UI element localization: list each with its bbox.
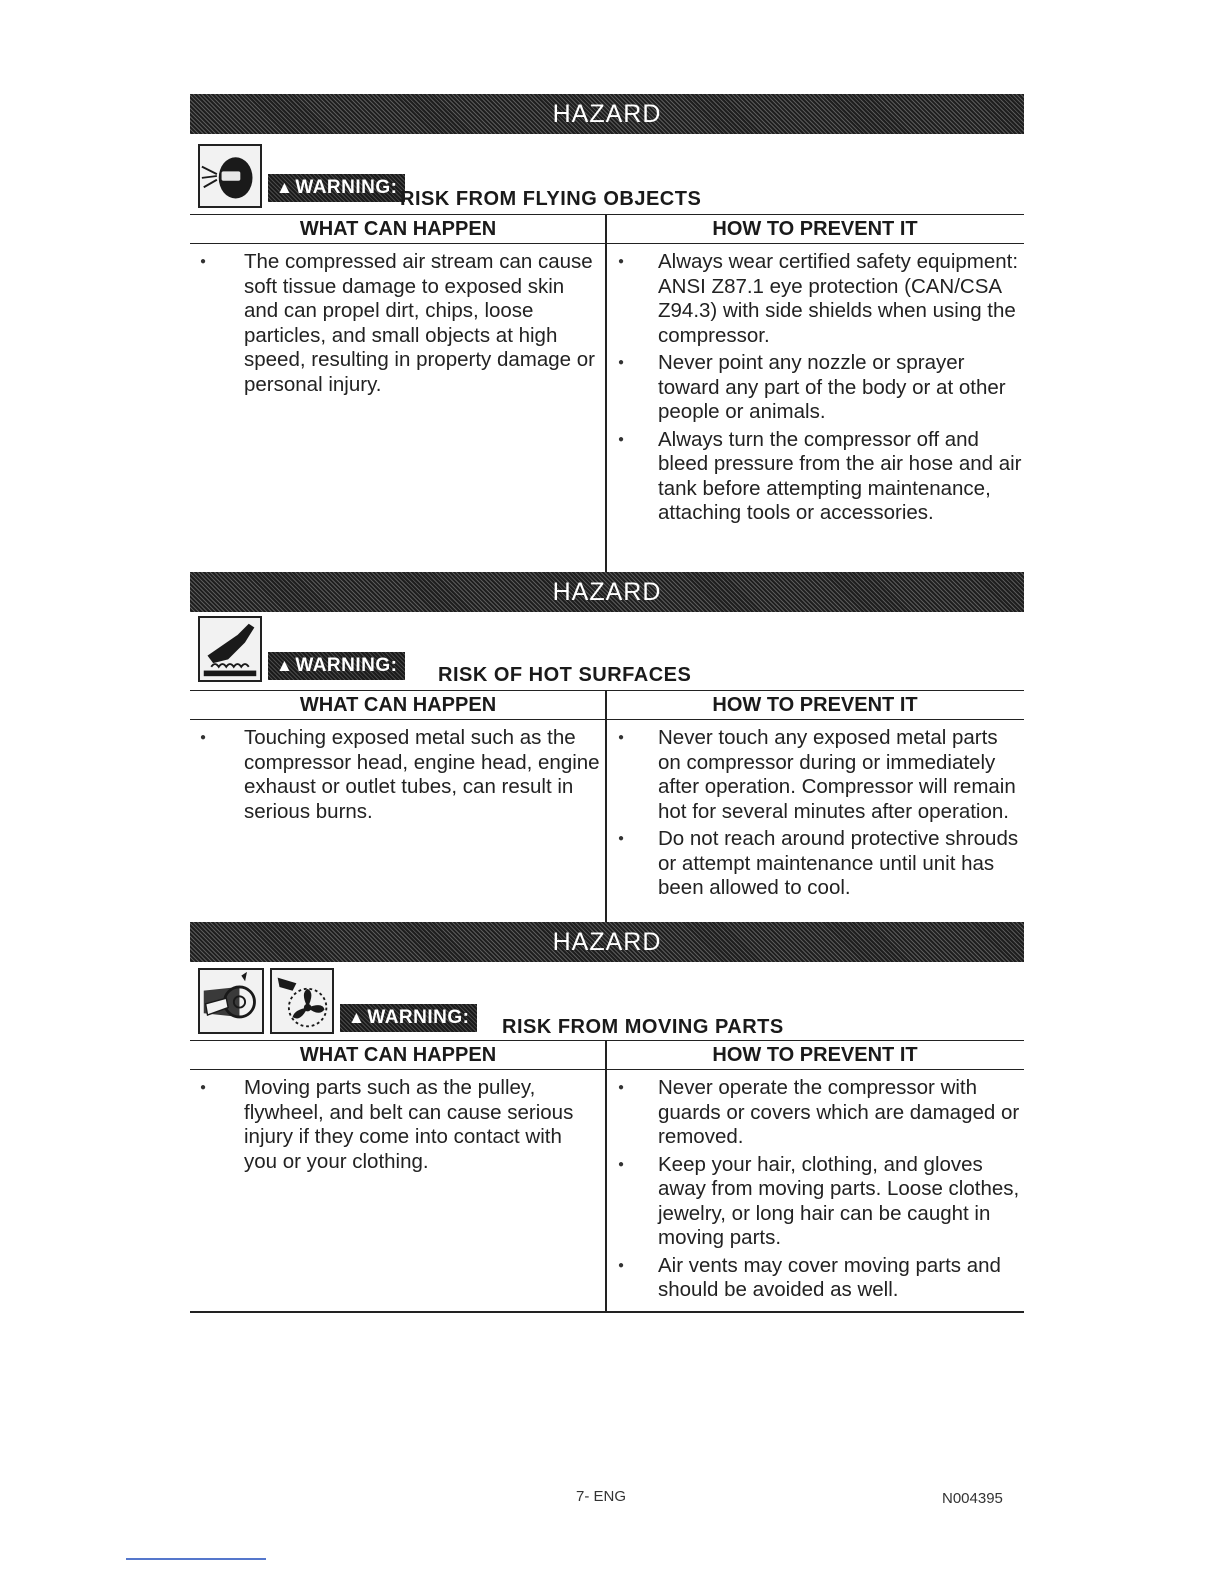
hot-surface-icon	[198, 616, 262, 682]
column-divider	[605, 1040, 607, 1312]
warning-label: WARNING:	[367, 1007, 470, 1028]
column-divider	[605, 214, 607, 574]
eye-protection-icon	[198, 144, 262, 208]
warning-label: WARNING:	[295, 655, 398, 676]
hazard-label: HAZARD	[552, 927, 662, 956]
what-can-happen-header: WHAT CAN HAPPEN	[299, 693, 497, 716]
hazard-table	[190, 1040, 1024, 1312]
warning-row	[190, 968, 1024, 1038]
list-item: ● Touching exposed metal such as the compressor head, engine head, engine exhaust or outlet tubes, can result in serious burns.	[190, 726, 600, 824]
how-to-prevent-header: HOW TO PREVENT IT	[712, 217, 918, 240]
what-can-happen-list	[190, 250, 600, 400]
what-can-happen-list	[190, 1076, 600, 1177]
page-number: 7- ENG	[576, 1488, 627, 1505]
hazard-banner	[190, 922, 1024, 962]
hazard-banner	[190, 572, 1024, 612]
list-item: ● Always wear certified safety equipment: ANSI Z87.1 eye protection (CAN/CSA Z94.3) with side shields when using the compressor.	[608, 250, 1024, 348]
list-item: ● Never point any nozzle or sprayer toward any part of the body or at other people or animals.	[608, 351, 1024, 425]
list-item: ● Do not reach around protective shrouds or attempt maintenance until unit has been allowed to cool.	[608, 827, 1024, 901]
warning-triangle-icon: ▲	[348, 1008, 366, 1027]
warning-label: WARNING:	[295, 177, 398, 198]
list-item: ● Keep your hair, clothing, and gloves away from moving parts. Loose clothes, jewelry, or long hair can be caught in moving parts.	[608, 1153, 1024, 1251]
list-item: ● Moving parts such as the pulley, flywheel, and belt can cause serious injury if they come into contact with you or your clothing.	[190, 1076, 600, 1174]
bottom-rule	[190, 1311, 1024, 1313]
risk-title: RISK FROM FLYING OBJECTS	[400, 188, 702, 210]
what-can-happen-header: WHAT CAN HAPPEN	[299, 217, 497, 240]
hazard-label: HAZARD	[552, 99, 662, 128]
warning-row	[190, 140, 1024, 210]
hazard-section-hot-surfaces	[190, 572, 1024, 922]
belt-pulley-icon	[198, 968, 264, 1034]
how-to-prevent-list	[608, 1076, 1024, 1306]
risk-title: RISK FROM MOVING PARTS	[502, 1016, 784, 1038]
warning-badge	[340, 1004, 477, 1032]
how-to-prevent-list	[608, 250, 1024, 529]
list-item: ● Never operate the compressor with guards or covers which are damaged or removed.	[608, 1076, 1024, 1150]
list-item: ● Always turn the compressor off and bleed pressure from the air hose and air tank before attempting maintenance, attaching tools or accessories.	[608, 428, 1024, 526]
warning-badge	[268, 174, 405, 202]
table-header-row	[190, 690, 1024, 720]
hazard-section-moving-parts	[190, 922, 1024, 1312]
how-to-prevent-list	[608, 726, 1024, 904]
what-can-happen-list	[190, 726, 600, 827]
hazard-banner	[190, 94, 1024, 134]
table-header-row	[190, 214, 1024, 244]
table-header-row	[190, 1040, 1024, 1070]
fan-icon	[270, 968, 334, 1034]
risk-title: RISK OF HOT SURFACES	[438, 664, 692, 686]
hazard-table	[190, 690, 1024, 922]
list-item: ● Air vents may cover moving parts and should be avoided as well.	[608, 1254, 1024, 1303]
hazard-label: HAZARD	[552, 577, 662, 606]
list-item: ● The compressed air stream can cause soft tissue damage to exposed skin and can propel dirt, chips, loose particles, and small objects at high speed, resulting in property damage or personal injury.	[190, 250, 600, 397]
what-can-happen-header: WHAT CAN HAPPEN	[299, 1043, 497, 1066]
how-to-prevent-header: HOW TO PREVENT IT	[712, 693, 918, 716]
hazard-section-flying-objects	[190, 94, 1024, 574]
warning-row	[190, 616, 1024, 686]
list-item: ● Never touch any exposed metal parts on compressor during or immediately after operation. Compressor will remain hot for several minutes after operation.	[608, 726, 1024, 824]
warning-triangle-icon: ▲	[276, 656, 294, 675]
corner-mark	[126, 1558, 266, 1560]
how-to-prevent-header: HOW TO PREVENT IT	[712, 1043, 918, 1066]
hazard-table	[190, 214, 1024, 574]
warning-triangle-icon: ▲	[276, 178, 294, 197]
column-divider	[605, 690, 607, 922]
document-code: N004395	[942, 1490, 1003, 1507]
warning-badge	[268, 652, 405, 680]
